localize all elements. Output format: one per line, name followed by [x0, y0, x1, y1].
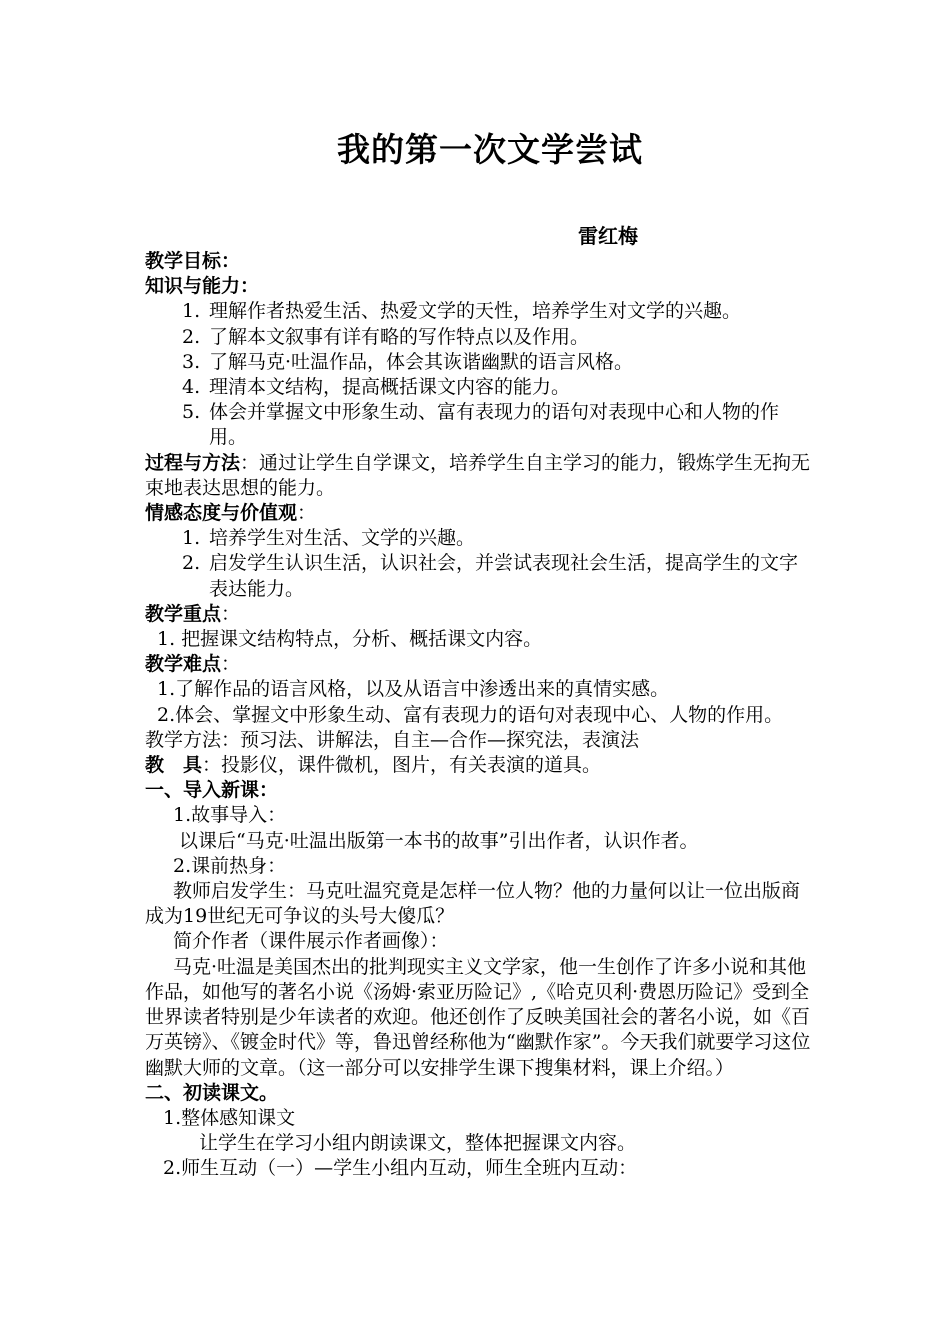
difficult-heading: 教学难点 [145, 653, 222, 676]
document-title: 我的第一次文学尝试 [337, 130, 643, 169]
list-number: 3. [182, 350, 201, 373]
difficult-item: 1.了解作品的语言风格，以及从语言中渗透出来的真情实感。 [157, 678, 670, 701]
knowledge-heading: 知识与能力： [145, 275, 260, 298]
list-item [145, 375, 815, 400]
key-heading: 教学重点 [145, 602, 222, 625]
list-number: 5. [182, 401, 201, 424]
s2-item1: 1.整体感知课文 [163, 1106, 296, 1129]
attitude-heading-line [145, 501, 815, 526]
key-heading-line [145, 602, 815, 627]
section1-heading: 一、导入新课： [145, 779, 279, 802]
list-text: 了解本文叙事有详有略的写作特点以及作用。 [209, 325, 590, 348]
colon: ： [297, 502, 317, 525]
process-paragraph [145, 451, 815, 501]
s2-item2: 2.师生互动（一）—学生小组内互动，师生全班内互动： [163, 1157, 638, 1180]
tools-heading: 教 具 [145, 754, 203, 777]
method-line: 教学方法：预习法、讲解法，自主—合作—探究法，表演法 [145, 728, 640, 751]
list-text: 培养学生对生活、文学的兴趣。 [209, 527, 476, 550]
s1-item1-text: 以课后“马克·吐温出版第一本书的故事”引出作者，认识作者。 [179, 829, 699, 852]
tools-line [145, 753, 815, 778]
list-item [145, 551, 815, 601]
s1-intro: 简介作者（课件展示作者画像）： [173, 930, 449, 953]
process-heading: 过程与方法 [145, 451, 241, 474]
section2-heading: 二、初读课文。 [145, 1081, 279, 1104]
author-name: 雷红梅 [578, 224, 638, 248]
s1-item2: 2.课前热身： [173, 854, 287, 877]
list-item [145, 325, 815, 350]
list-number: 1. [182, 300, 201, 323]
list-item [145, 400, 815, 450]
goals-heading: 教学目标： [145, 250, 241, 272]
list-number: 4. [182, 376, 201, 399]
process-text: ：通过让学生自学课文，培养学生自主学习的能力，锻炼学生无拘无束地表达思想的能力。 [145, 451, 811, 499]
s1-paragraph: 教师启发学生：马克吐温究竟是怎样一位人物？他的力量何以让一位出版商成为19世纪无可争议的头号大傻瓜？ [145, 880, 801, 928]
s1-paragraph: 马克·吐温是美国杰出的批判现实主义文学家，他一生创作了许多小说和其他作品，如他写的著名小说《汤姆·索亚历险记》,《哈克贝利·费恩历险记》受到全世界读者特别是少年读者的欢迎。他还创作了反映美国社会的著名小说，如《百万英镑》、《镀金时代》等，鲁迅曾经称他为“幽默作家”。今天我们就要学习这位幽默大师的文章。（这一部分可以安排学生课下搜集材料，课上介绍。） [145, 955, 811, 1079]
list-number: 2. [182, 552, 201, 575]
list-item [145, 526, 815, 551]
s2-item1-text: 让学生在学习小组内朗读课文，整体把握课文内容。 [199, 1132, 637, 1155]
tools-text: ：投影仪，课件微机，图片，有关表演的道具。 [202, 754, 602, 777]
list-item [145, 299, 815, 324]
document-body [145, 249, 815, 1182]
difficult-item [145, 703, 815, 728]
attitude-heading: 情感态度与价值观 [145, 502, 298, 525]
list-text: 启发学生认识生活，认识社会，并尝试表现社会生活，提高学生的文字表达能力。 [209, 552, 799, 600]
list-number: 1. [182, 527, 201, 550]
colon: ： [221, 602, 241, 625]
difficult-item-text: 2.体会、掌握文中形象生动、富有表现力的语句对表现中心、人物的作用。 [157, 703, 784, 726]
list-text: 理清本文结构，提高概括课文内容的能力。 [209, 376, 571, 399]
difficult-heading-line [145, 652, 815, 677]
list-item [145, 350, 815, 375]
colon: ： [221, 653, 241, 676]
s1-item1: 1.故事导入： [173, 804, 287, 827]
list-text: 体会并掌握文中形象生动、富有表现力的语句对表现中心和人物的作用。 [209, 401, 780, 449]
key-item: 1. 把握课文结构特点，分析、概括课文内容。 [157, 628, 543, 651]
list-text: 理解作者热爱生活、热爱文学的天性，培养学生对文学的兴趣。 [209, 300, 742, 323]
list-text: 了解马克·吐温作品，体会其诙谐幽默的语言风格。 [209, 350, 634, 373]
list-number: 2. [182, 325, 201, 348]
